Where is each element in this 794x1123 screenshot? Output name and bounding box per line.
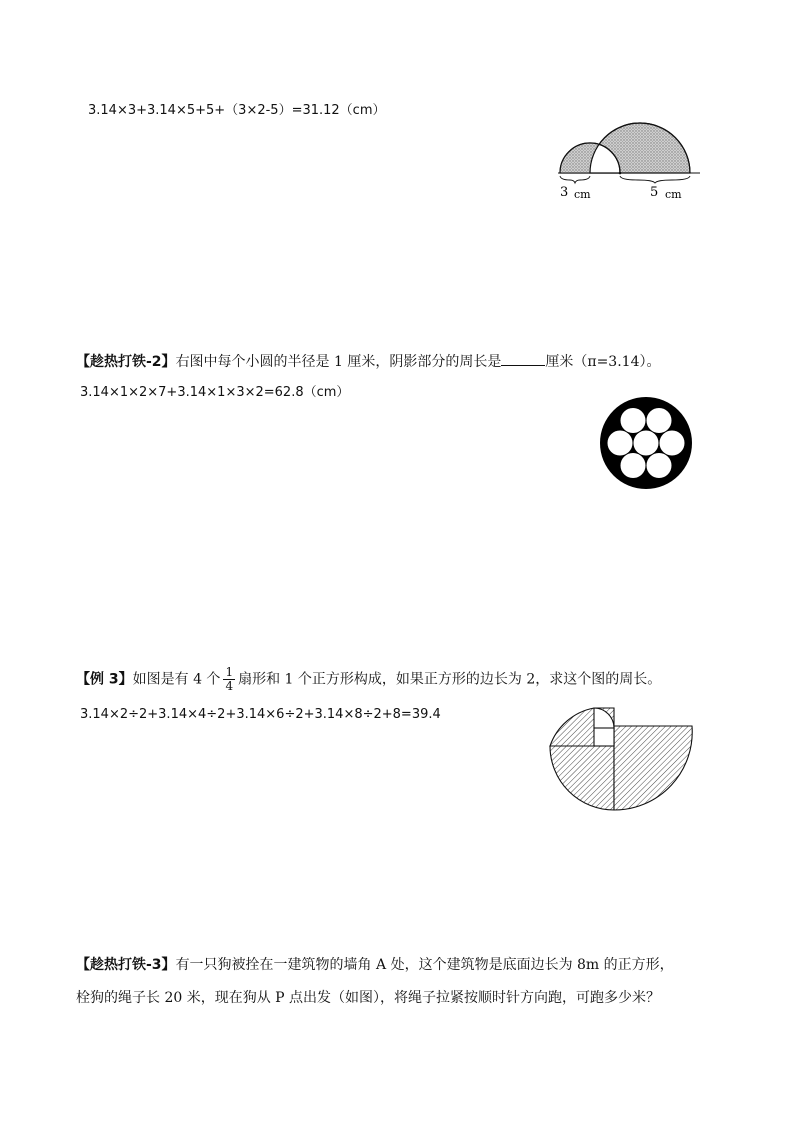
- question-2-text-a: 右图中每个小圆的半径是 1 厘米，阴影部分的周长是: [175, 354, 502, 370]
- question-2-text-b: 厘米（π=3.14）。: [545, 354, 661, 370]
- fraction-denominator: 4: [225, 679, 234, 693]
- label-5: 5: [650, 185, 659, 200]
- question-2: [76, 351, 660, 372]
- formula-1: 3.14×3+3.14×5+5+（3×2-5）=31.12（cm）: [88, 103, 386, 118]
- label-3: 3: [560, 185, 569, 200]
- question-4-text-a: 有一只狗被拴在一建筑物的墙角 A 处，这个建筑物是底面边长为 8m 的正方形，: [175, 957, 674, 973]
- sector-large-left: [550, 746, 614, 810]
- brace-right: [620, 176, 690, 183]
- circles-figure: [596, 393, 696, 497]
- formula-3: 3.14×2÷2+3.14×4÷2+3.14×6÷2+3.14×8÷2+8=39.4: [80, 707, 441, 722]
- fraction-one-quarter: [223, 666, 235, 693]
- question-3: [76, 666, 661, 693]
- tag-2: 【趁热打铁-2】: [76, 354, 176, 370]
- quarter-sectors-figure: [546, 704, 696, 818]
- label-cm-left: cm: [574, 188, 591, 201]
- tag-4: 【趁热打铁-3】: [76, 957, 176, 973]
- question-4-line-2: 栓狗的绳子长 20 米，现在狗从 P 点出发（如图），将绳子拉紧按顺时针方向跑，可跑多少米？: [76, 990, 661, 1006]
- semicircles-figure: [548, 100, 713, 210]
- question-3-text-a: 如图是有 4 个: [132, 671, 221, 688]
- fraction-numerator: 1: [225, 665, 234, 679]
- answer-blank: [501, 351, 545, 366]
- brace-left: [560, 176, 590, 183]
- label-cm-right: cm: [665, 188, 682, 201]
- tag-3: 【例 3】: [76, 671, 133, 688]
- center-square: [594, 728, 614, 746]
- question-4-line-1: [76, 955, 674, 975]
- formula-2: 3.14×1×2×7+3.14×1×3×2=62.8（cm）: [80, 385, 350, 400]
- question-3-text-b: 扇形和 1 个正方形构成，如果正方形的边长为 2，求这个图的周长。: [238, 671, 662, 688]
- sector-right: [614, 726, 692, 810]
